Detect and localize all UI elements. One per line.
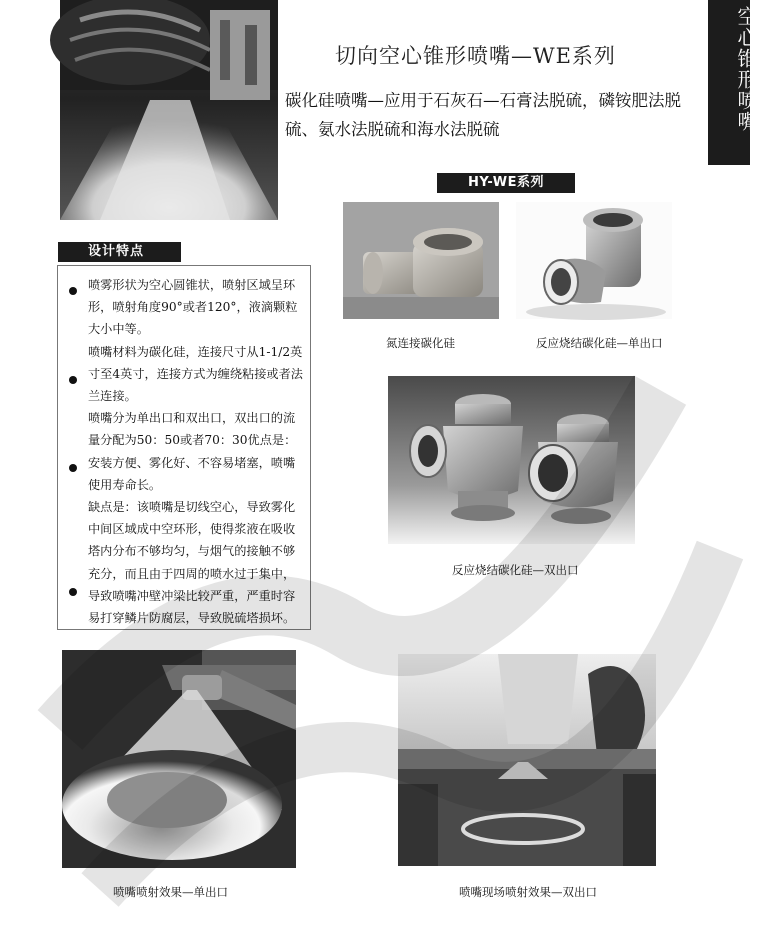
bullet-icon	[69, 464, 77, 472]
spray-effect-single-photo	[62, 650, 296, 868]
nozzle-photo-single-outlet	[516, 202, 672, 319]
caption-nitrided: 氮连接碳化硅	[386, 336, 455, 350]
feature-item: 喷雾形状为空心圆锥状，喷射区域呈环形，喷射角度90°或者120°，液滴颗粒大小中等。	[88, 278, 298, 337]
series-label: HY-WE系列	[437, 173, 575, 193]
design-features-box	[57, 265, 311, 630]
bullet-icon	[69, 287, 77, 295]
spray-effect-site-photo	[398, 654, 656, 866]
caption-double-outlet: 反应烧结碳化硅—双出口	[452, 563, 579, 577]
features-list	[88, 274, 306, 629]
intro-paragraph: 碳化硅喷嘴—应用于石灰石—石膏法脱硫，磷铵肥法脱硫、氨水法脱硫和海水法脱硫	[285, 91, 681, 139]
side-category-tab	[708, 0, 758, 165]
caption-spray-site: 喷嘴现场喷射效果—双出口	[459, 885, 597, 899]
caption-spray-single: 喷嘴喷射效果—单出口	[113, 885, 228, 899]
bullet-icon	[69, 588, 77, 596]
side-tab-label: 空心锥形喷嘴	[734, 6, 758, 132]
top-spray-photo	[60, 0, 278, 220]
bullet-icon	[69, 376, 77, 384]
feature-item: 喷嘴分为单出口和双出口，双出口的流量分配为50：50或者70：30优点是：安装方便、雾化好、不容易堵塞，喷嘴使用寿命长。	[88, 411, 297, 492]
feature-item: 缺点是：该喷嘴是切线空心，导致雾化中间区域成中空环形，使得浆液在吸收塔内分布不够均匀，与烟气的接触不够充分，而且由于四周的喷水过于集中，导致喷嘴冲壁冲梁比较严重，严重时容易打穿鳞片防腐层，导致脱硫塔损坏。	[88, 500, 296, 626]
feature-item: 喷嘴材料为碳化硅，连接尺寸从1-1/2英寸至4英寸，连接方式为缠绕粘接或者法兰连接。	[88, 344, 303, 404]
nozzle-photo-nitrided	[343, 202, 499, 319]
page-title: 切向空心锥形喷嘴—WE系列	[335, 44, 616, 68]
caption-single-outlet: 反应烧结碳化硅—单出口	[536, 336, 663, 350]
design-features-header: 设计特点	[58, 242, 181, 262]
nozzle-photo-double-outlet	[388, 376, 635, 544]
